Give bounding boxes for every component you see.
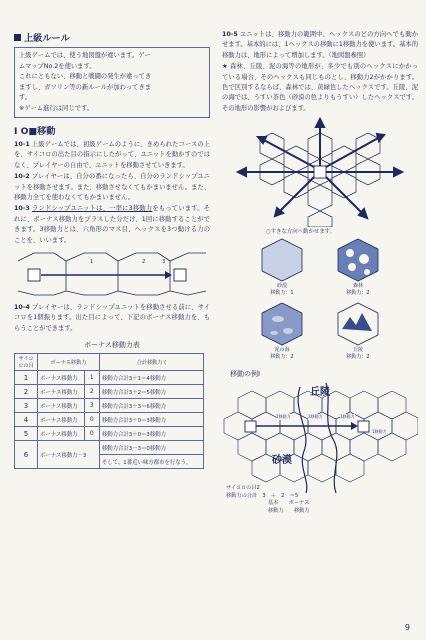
hex-number-3: 3 bbox=[162, 259, 166, 266]
table-row: 4 ボーナス移動力 0 移動力合計3＋0＝3移動力 bbox=[15, 413, 204, 427]
direction-hex-svg bbox=[222, 115, 418, 227]
desert-caption: 砂漠 移動力：1 bbox=[270, 283, 294, 297]
unit-end bbox=[174, 269, 186, 281]
page-number: 9 bbox=[404, 623, 410, 632]
cost-label-4: 1移動力 bbox=[372, 429, 387, 435]
terrain-border bbox=[298, 387, 307, 493]
table-row: 5 ボーナス移動力 0 移動力合計3＋0＝3移動力 bbox=[15, 427, 204, 441]
forest-hex bbox=[338, 239, 378, 281]
rule-10-2: 10-2 プレイヤーは、自分の番になったら、自分のランドシップユニットを移動させます。また、移動させなくてもかまいません。また、移動力全てを使わなくてもかまいません。 bbox=[14, 173, 210, 202]
rule-10-3: 10-3 ランドシップユニットは、一率に3移動力をもっています。それに、ボーナス移動力をプラスした分だけ、1回に移動することができます。3移動力とは、六角形のマス目、ヘックスを3つ動ける力のことを、いいます。 bbox=[14, 205, 210, 244]
desert-label: 砂漠 bbox=[272, 455, 292, 467]
hex-strip-diagram bbox=[14, 247, 210, 303]
hill-label: 丘陵 bbox=[310, 387, 330, 399]
rule-10-4: 10-4 プレイヤーは、ランドシップユニットを移動させる前に、サイコロを1個振ります。出た目によって、下記のボーナス移動力を、もらうことができます。 bbox=[14, 304, 210, 332]
hex-strip-svg bbox=[14, 247, 210, 299]
section-title-advanced: 上級ルール bbox=[14, 30, 210, 44]
section-title-movement: I O■移動 bbox=[14, 126, 56, 137]
table-row-note: そして、1番近い味方都市を行なう。 bbox=[15, 455, 204, 469]
example-title: 移動の例Ⅰ bbox=[230, 370, 261, 379]
direction-diagram bbox=[222, 115, 418, 237]
table-row: 1 ボーナス移動力 1 移動力合計3＋1＝4移動力 bbox=[15, 371, 204, 385]
example-unit-end bbox=[358, 421, 369, 432]
cost-label-2: 2移動力 bbox=[308, 414, 323, 420]
terrain-hex-svg bbox=[222, 237, 418, 367]
table-row: 2 ボーナス移動力 2 移動力合計3＋2＝5移動力 bbox=[15, 385, 204, 399]
rule-10-5: 10-5 ユニットは、移動力の範囲中、ヘックスのどの方向へでも動かせます。基本的には、1ヘックスの移動に1移動力を使います。基本的移動力は、地形によって増加します。（地図盤参照） bbox=[222, 31, 418, 59]
intro-box: 上級ゲームでは、使う地図盤が違います。ゲー ムマップNo.2を使います。 これにともない、移動と戦闘の発生が違ってき ますし、ガソリン等の新ルールが加わってきま す。 ※ゲーム進行は同じです。 bbox=[14, 47, 210, 118]
left-column bbox=[14, 30, 210, 469]
rule-10-1: 10-1 上級ゲームでは、初級ゲームのように、きめられたコースの上を、サイコロの出た目の指示にしたがって、ユニットを動かすのではなく、プレイヤーの自由で、ユニットを移動させていきます。 bbox=[14, 141, 210, 169]
terrain-note: ★ 森林、丘陵、泥の海等の地形が、多少でも別のヘックスにかかっている場合、そのヘックスも同じものとし、移動力2がかかります。色で区別するならば、森林では、黄緑色したヘックスです。丘陵、泥の海では、うすい茶色（砂漠の色よりもうすい）したヘックスです。その地形の影響がおよびます。 bbox=[222, 63, 418, 112]
star-bullet-icon: ★ bbox=[222, 63, 228, 71]
right-column bbox=[222, 30, 418, 514]
direction-caption: ○すきな方向へ動かせます。 bbox=[266, 229, 335, 236]
desert-hex bbox=[262, 239, 302, 281]
movement-example bbox=[222, 381, 418, 514]
mud-sea-caption: 泥の海 移動力：2 bbox=[270, 347, 294, 361]
cost-label-1: 2移動力 bbox=[276, 414, 291, 420]
mud-sea-hex bbox=[262, 303, 302, 345]
table-row: 6 ボーナス移動力－3 移動力合計3－3＝0移動力 bbox=[15, 441, 204, 455]
example-unit-start bbox=[245, 421, 256, 432]
square-bullet-icon bbox=[14, 34, 21, 41]
table-header-row: サイコロの目 ボーナス移動力 合計移動力 ( bbox=[15, 354, 204, 371]
forest-caption: 森林 移動力：2 bbox=[346, 283, 370, 297]
terrain-legend bbox=[222, 237, 418, 367]
hex-number-1: 1 bbox=[90, 259, 94, 266]
table-row: 3 ボーナス移動力 3 移動力合計3＋3＝6移動力 bbox=[15, 399, 204, 413]
bonus-table-title: ボーナス移動力表 bbox=[84, 341, 140, 350]
unit-start bbox=[28, 269, 40, 281]
hill-caption: 丘陵 移動力：2 bbox=[346, 347, 370, 361]
bonus-movement-table bbox=[14, 353, 204, 469]
cost-label-3: 1移動力 bbox=[340, 414, 355, 420]
hex-number-2: 2 bbox=[142, 259, 146, 266]
example-footer: サイコロの目2 移動力の合計 3 ＋ 2 ＝5 基本 ボーナス 移動力 移動力 bbox=[226, 485, 310, 514]
